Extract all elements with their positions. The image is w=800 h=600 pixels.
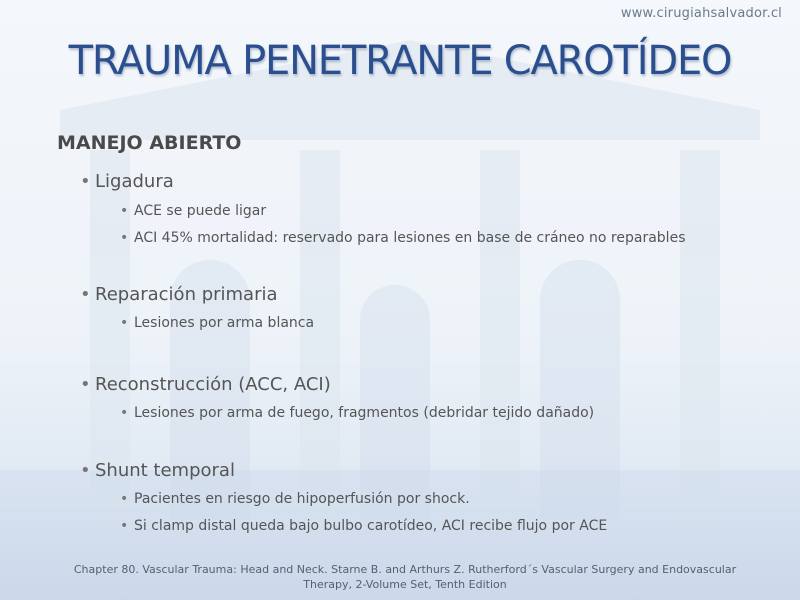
- sub-list-item: • Lesiones por arma de fuego, fragmentos (debridar tejido dañado): [134, 405, 594, 421]
- section-heading: MANEJO ABIERTO: [57, 132, 242, 154]
- sub-list-item: • Si clamp distal queda bajo bulbo carotídeo, ACI recibe flujo por ACE: [134, 518, 607, 534]
- list-item: • Reparación primaria: [95, 284, 278, 305]
- sub-list-item: • Pacientes en riesgo de hipoperfusión por shock.: [134, 491, 470, 507]
- sub-list-item: • Lesiones por arma blanca: [134, 315, 314, 331]
- slide-title: TRAUMA PENETRANTE CAROTÍDEO: [68, 38, 732, 84]
- list-item: • Shunt temporal: [95, 460, 235, 481]
- site-url: www.cirugiahsalvador.cl: [620, 6, 782, 21]
- list-item: • Reconstrucción (ACC, ACI): [95, 374, 331, 395]
- sub-list-item: • ACI 45% mortalidad: reservado para lesiones en base de cráneo no reparables: [134, 230, 685, 246]
- list-item: • Ligadura: [95, 171, 174, 192]
- citation: Chapter 80. Vascular Trauma: Head and Neck. Starne B. and Arthurs Z. Rutherford´s Vascular Surgery and Endovascular Therapy, 2-Volume Set, Tenth Edition: [73, 563, 737, 591]
- sub-list-item: • ACE se puede ligar: [134, 203, 266, 219]
